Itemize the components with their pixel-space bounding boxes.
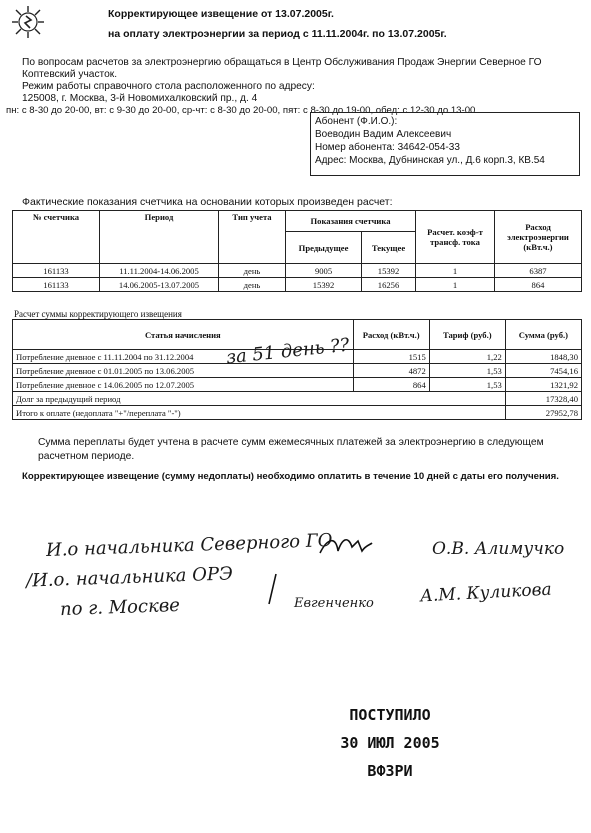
subscriber-label: Абонент (Ф.И.О.): [315, 116, 398, 127]
info-line-1: По вопросам расчетов за электроэнергию обращаться в Центр Обслуживания Продаж Энергии Северное ГО [22, 57, 542, 68]
meter-section-title: Фактические показания счетчика на основании которых произведен расчет: [22, 196, 393, 208]
col-sum: Сумма (руб.) [505, 320, 581, 350]
cell-period: 14.06.2005-13.07.2005 [100, 278, 219, 292]
col-prev: Предыдущее [286, 232, 362, 264]
stamp-received: ПОСТУПИЛО [349, 706, 431, 724]
handwritten-annotation: за 51 день ?? [225, 334, 351, 369]
cell-meter: 161133 [13, 264, 100, 278]
cell-type: день [219, 278, 286, 292]
subscriber-number: Номер абонента: 34642-054-33 [315, 142, 460, 153]
cell-usage: 6387 [495, 264, 582, 278]
stamp-date: 30 ИЮЛ 2005 [340, 734, 440, 752]
cell-prev: 9005 [286, 264, 362, 278]
cell-sum: 1848,30 [505, 350, 581, 364]
table-row [13, 406, 582, 420]
signature-line-3: по г. Москве [59, 594, 181, 621]
col-coef: Расчет. коэф-т трансф. тока [416, 211, 495, 264]
slash-mark-icon [266, 572, 280, 606]
cell-sum: 7454,16 [505, 364, 581, 378]
company-logo-icon [8, 4, 48, 40]
cell-period: 11.11.2004-14.06.2005 [100, 264, 219, 278]
signature-name-1: О.В. Алимучко [432, 539, 565, 559]
info-line-4: 125008, г. Москва, 3-й Новомихалковский пр., д. 4 [22, 93, 258, 104]
cell-tariff: 1,22 [429, 350, 505, 364]
table-row [13, 278, 582, 292]
total-label: Итого к оплате (недоплата "+"/переплата "-") [13, 406, 506, 420]
signature-line-2: /И.о. начальника ОРЭ [25, 563, 234, 592]
cell-type: день [219, 264, 286, 278]
cell-item: Потребление дневное с 11.11.2004 по 31.12.2004 [13, 350, 354, 364]
table-row [13, 378, 582, 392]
total-sum: 27952,78 [505, 406, 581, 420]
subscriber-box [310, 112, 580, 176]
cell-item: Потребление дневное с 14.06.2005 по 12.07.2005 [13, 378, 354, 392]
col-item: Статья начисления [13, 320, 354, 350]
cell-item: Потребление дневное с 01.01.2005 по 13.06.2005 [13, 364, 354, 378]
document-title: Корректирующее извещение от 13.07.2005г. [108, 8, 334, 20]
subscriber-name: Воеводин Вадим Алексеевич [315, 129, 452, 140]
signature-evg: Евгенченко [294, 596, 374, 611]
cell-meter: 161133 [13, 278, 100, 292]
cell-prev: 15392 [286, 278, 362, 292]
cell-coef: 1 [416, 278, 495, 292]
cell-sum: 1321,92 [505, 378, 581, 392]
cell-calc-usage: 864 [353, 378, 429, 392]
calc-table [12, 319, 582, 420]
col-curr: Текущее [362, 232, 416, 264]
col-tariff: Тариф (руб.) [429, 320, 505, 350]
subscriber-address: Адрес: Москва, Дубнинская ул., Д.6 корп.3, КВ.54 [315, 155, 545, 166]
cell-coef: 1 [416, 264, 495, 278]
cell-usage: 864 [495, 278, 582, 292]
deadline-note: Корректирующее извещение (сумму недоплаты) необходимо оплатить в течение 10 дней с даты его получения. [22, 471, 559, 482]
signature-line-1: И.о начальника Северного ГО [45, 530, 333, 561]
cell-curr: 16256 [362, 278, 416, 292]
cell-calc-usage: 4872 [353, 364, 429, 378]
info-line-2: Коптевский участок. [22, 69, 118, 80]
cell-tariff: 1,53 [429, 364, 505, 378]
info-line-3: Режим работы справочного стола расположенного по адресу: [22, 81, 315, 92]
col-period: Период [100, 211, 219, 264]
overpay-note-1: Сумма переплаты будет учтена в расчете сумм ежемесячных платежей за электроэнергию в следующем [38, 437, 544, 448]
table-row [13, 392, 582, 406]
col-readings: Показания счетчика [286, 211, 416, 232]
col-type: Тип учета [219, 211, 286, 264]
debt-label: Долг за предыдущий период [13, 392, 506, 406]
col-meter-no: № счетчика [13, 211, 100, 264]
cell-calc-usage: 1515 [353, 350, 429, 364]
info-line-5: пн: с 8-30 до 20-00, вт: с 9-30 до 20-00, ср-чт: с 8-30 до 20-00, пят: с 8-30 до 19-00, обед: с 12-30 до 13-00 [6, 105, 476, 116]
stamp-org: ВФЗРИ [367, 762, 413, 780]
table-row [13, 264, 582, 278]
meter-readings-table [12, 210, 582, 292]
calc-section-title: Расчет суммы корректирующего извещения [14, 309, 182, 319]
cell-tariff: 1,53 [429, 378, 505, 392]
table-row [13, 364, 582, 378]
overpay-note-2: расчетном периоде. [38, 451, 135, 462]
debt-sum: 17328,40 [505, 392, 581, 406]
col-calc-usage: Расход (кВт.ч.) [353, 320, 429, 350]
document-subtitle: на оплату электроэнергии за период с 11.11.2004г. по 13.07.2005г. [108, 28, 447, 40]
cell-curr: 15392 [362, 264, 416, 278]
signature-name-2: А.М. Куликова [419, 579, 553, 607]
signature-scribble-icon [318, 533, 374, 559]
col-usage: Расход электроэнергии (кВт.ч.) [495, 211, 582, 264]
